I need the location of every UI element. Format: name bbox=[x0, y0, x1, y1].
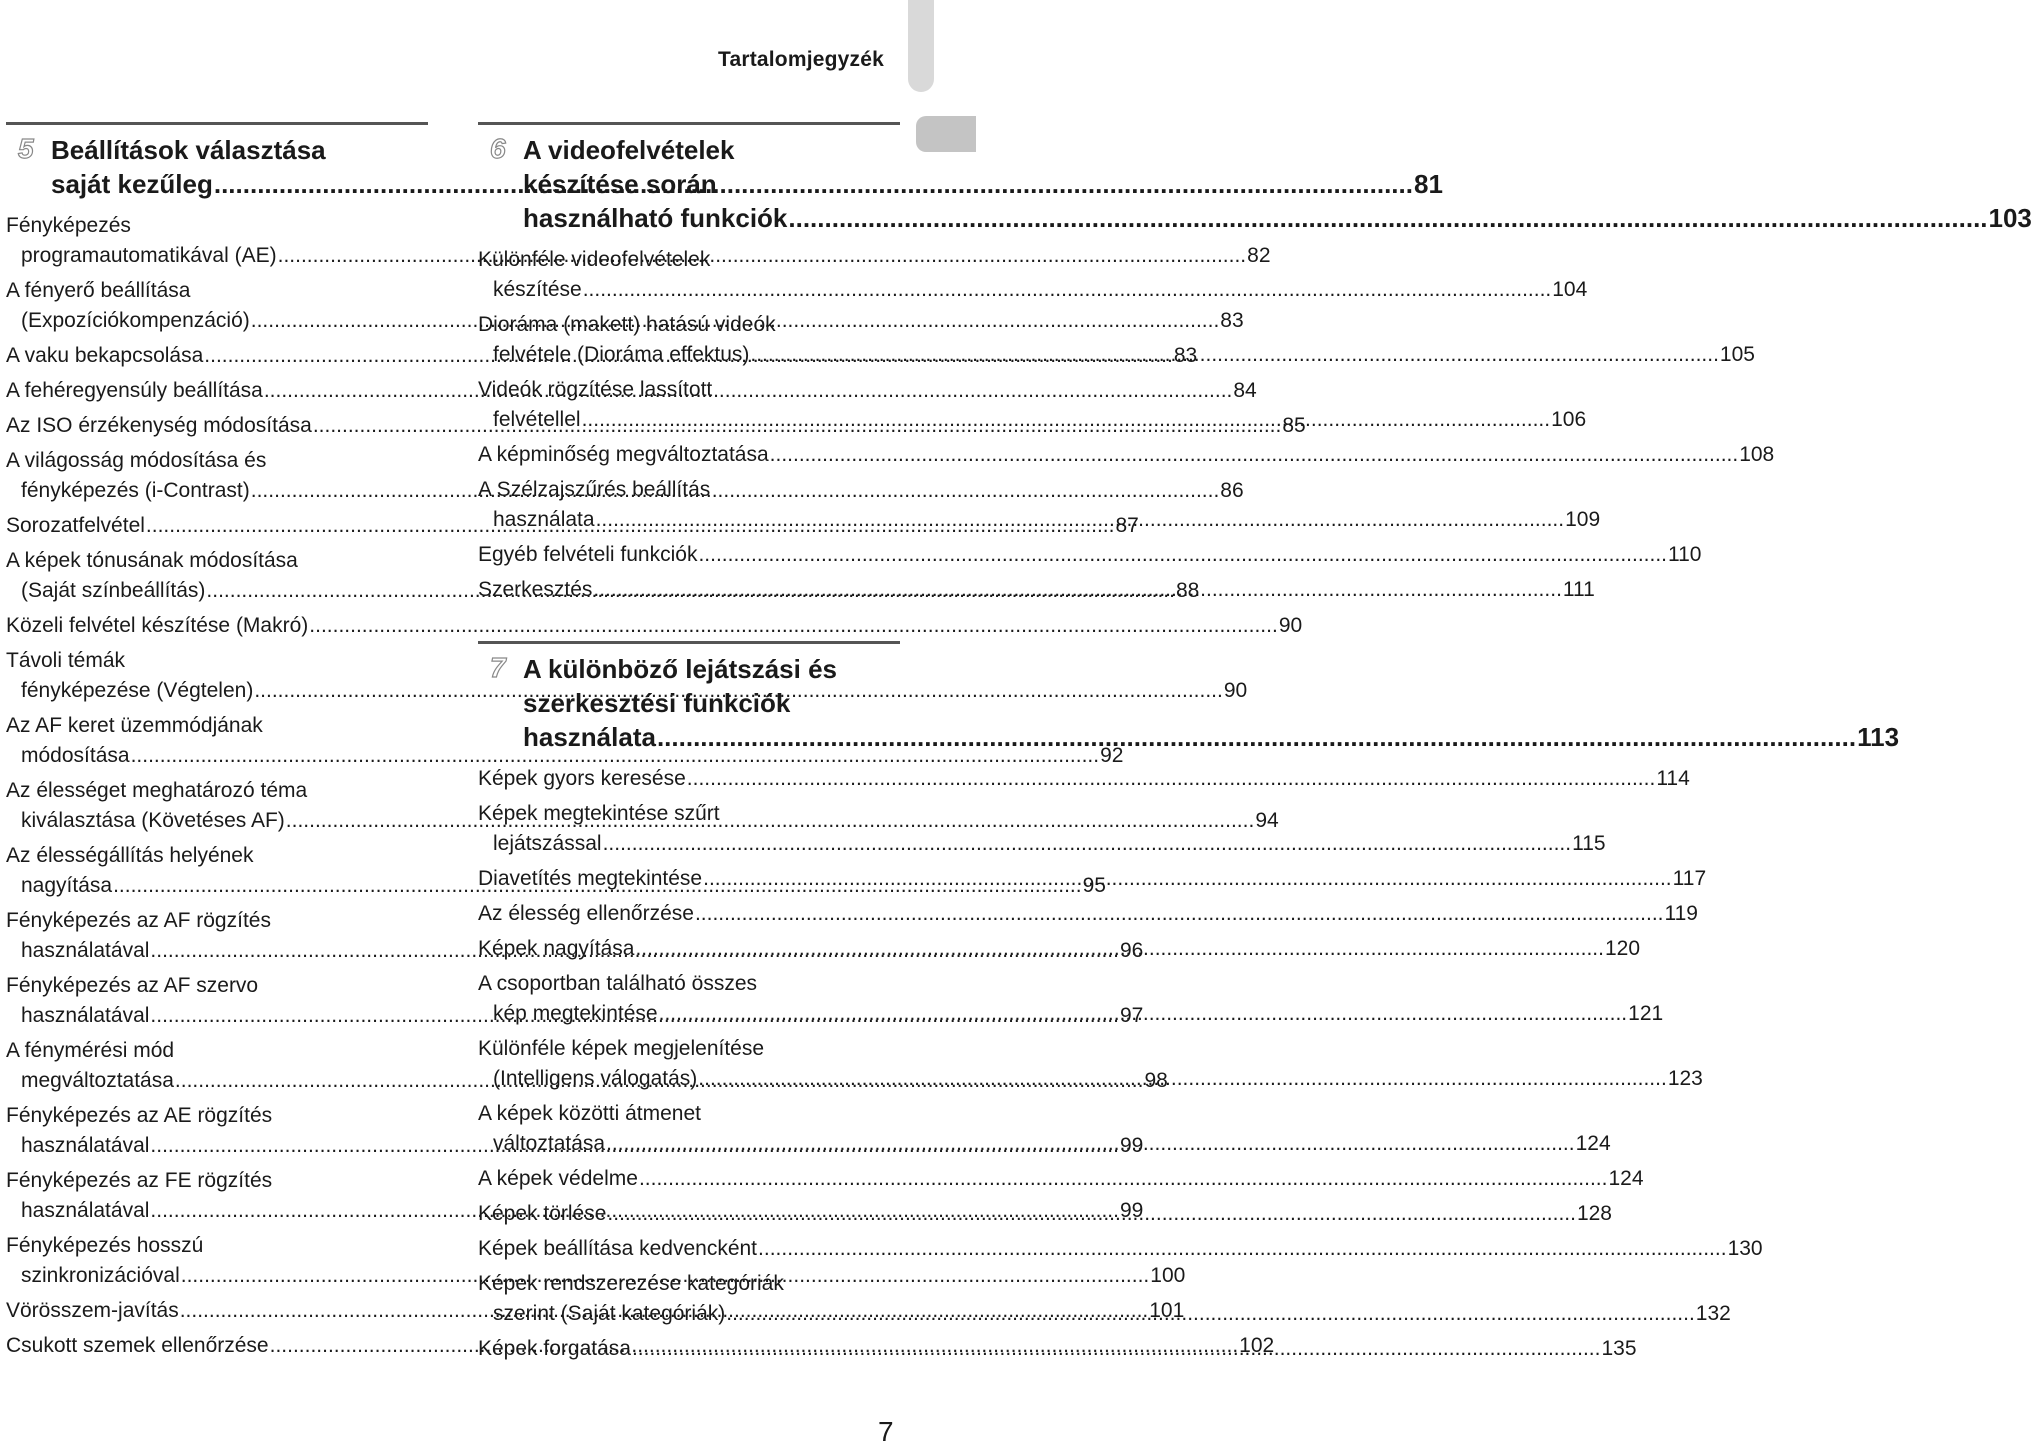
toc-entry-page: 83 bbox=[1220, 309, 1244, 332]
toc-entry-line: Dioráma (makett) hatású videók bbox=[478, 313, 776, 336]
toc-entry-text: Képek forgatása bbox=[478, 1337, 631, 1360]
dot-leader bbox=[695, 899, 1664, 929]
toc-entry-page: 102 bbox=[1239, 1334, 1275, 1357]
dot-leader bbox=[632, 1334, 1601, 1364]
toc-entry-text: Diavetítés megtekintése bbox=[478, 867, 703, 890]
toc-entry-page: 83 bbox=[1173, 344, 1198, 367]
toc-entry-text: kiválasztása (Követéses AF) bbox=[21, 809, 285, 832]
toc-entry bbox=[478, 1234, 1763, 1264]
toc-entry-text: Csukott szemek ellenőrzése bbox=[6, 1334, 269, 1357]
toc-entry bbox=[478, 899, 1698, 929]
toc-entry-line: Az AF keret üzemmódjának bbox=[6, 714, 263, 737]
dot-leader bbox=[596, 505, 1565, 535]
dot-leader bbox=[726, 1299, 1695, 1329]
toc-entry-text: szerint (Saját kategóriák) bbox=[493, 1302, 726, 1325]
toc-entry-page: 135 bbox=[1601, 1337, 1637, 1360]
toc-entry-last-line bbox=[478, 275, 1588, 305]
toc-entry-line: Az élességet meghatározó téma bbox=[6, 779, 308, 802]
toc-entry-page: 90 bbox=[1278, 614, 1303, 637]
toc-entry-last-line bbox=[478, 1164, 1644, 1194]
section-title-line: Beállítások választása bbox=[51, 135, 326, 165]
toc-entry-line: Távoli témák bbox=[6, 649, 126, 672]
section-title-last-line bbox=[523, 720, 1899, 754]
toc-entry-line: A világosság módosítása és bbox=[6, 449, 267, 472]
toc-entry-page: 110 bbox=[1668, 543, 1702, 566]
dot-leader bbox=[603, 829, 1572, 859]
toc-entry-text: használatával bbox=[21, 1004, 150, 1027]
section-number: 6 bbox=[490, 133, 506, 164]
toc-entry-text: használata bbox=[493, 508, 595, 531]
toc-entry-text: nagyítása bbox=[21, 874, 113, 897]
dot-leader bbox=[593, 575, 1562, 605]
section-title-page: 81 bbox=[1413, 169, 1443, 199]
toc-entry-page: 92 bbox=[1100, 744, 1124, 767]
section-title-page: 103 bbox=[1988, 203, 2032, 233]
toc-entry-line: A képek közötti átmenet bbox=[478, 1102, 701, 1125]
toc-entry-page: 108 bbox=[1739, 443, 1775, 466]
toc-entry-line: Fényképezés az AF szervo bbox=[6, 974, 259, 997]
toc-entry-line: A fénymérési mód bbox=[6, 1039, 175, 1062]
toc-entry-text: Az ISO érzékenység módosítása bbox=[6, 414, 312, 437]
toc-entry-last-line bbox=[478, 829, 1606, 859]
dot-leader bbox=[582, 405, 1551, 435]
dot-leader bbox=[657, 720, 1856, 754]
toc-entry-page: 98 bbox=[1144, 1069, 1168, 1092]
toc-entry-page: 117 bbox=[1672, 867, 1707, 890]
toc-entry-page: 86 bbox=[1220, 479, 1244, 502]
dot-leader bbox=[703, 864, 1672, 894]
toc-entry-page: 90 bbox=[1223, 679, 1248, 702]
toc-entry-page: 124 bbox=[1575, 1132, 1611, 1155]
toc-entry-line: Képek megtekintése szűrt bbox=[478, 802, 720, 825]
toc-entry-page: 100 bbox=[1150, 1264, 1186, 1287]
toc-entry-text: (Expozíciókompenzáció) bbox=[21, 309, 250, 332]
dot-leader bbox=[750, 340, 1719, 370]
toc-entry bbox=[478, 540, 1702, 570]
section-title-text: saját kezűleg bbox=[51, 169, 213, 199]
toc-entry-page: 120 bbox=[1604, 937, 1641, 960]
toc-entry-text: felvétellel bbox=[493, 408, 581, 431]
toc-entry-last-line bbox=[6, 741, 1124, 771]
toc-entry-line: Az élességállítás helyének bbox=[6, 844, 254, 867]
toc-entry-text: Egyéb felvételi funkciók bbox=[478, 543, 698, 566]
toc-entry-page: 87 bbox=[1115, 514, 1139, 537]
toc-entry bbox=[478, 764, 1690, 794]
toc-entry-page: 82 bbox=[1247, 244, 1271, 267]
toc-entry-line: Videók rögzítése lassított bbox=[478, 378, 713, 401]
toc-entry-line: A fényerő beállítása bbox=[6, 279, 191, 302]
dot-leader bbox=[698, 1064, 1667, 1094]
dot-leader bbox=[698, 540, 1667, 570]
toc-entry-line: A csoportban található összes bbox=[478, 972, 758, 995]
toc-entry-text: megváltoztatása bbox=[21, 1069, 174, 1092]
toc-entry-page: 124 bbox=[1608, 1167, 1644, 1190]
toc-entry-line: Különféle videofelvételek bbox=[478, 248, 711, 271]
dot-leader bbox=[639, 1164, 1608, 1194]
toc-entry-text: felvétele (Dioráma effektus) bbox=[493, 343, 750, 366]
section-title-line: A videofelvételek bbox=[523, 135, 735, 165]
toc-entry-line: Képek rendszerezése kategóriák bbox=[478, 1272, 784, 1295]
dot-leader bbox=[607, 1199, 1576, 1229]
toc-entry-page: 99 bbox=[1119, 1199, 1144, 1222]
toc-entry-last-line bbox=[478, 899, 1698, 929]
toc-entry bbox=[6, 611, 1303, 641]
toc-entry-text: használatával bbox=[21, 1134, 150, 1157]
toc-entry-line: Fényképezés az AF rögzítés bbox=[6, 909, 271, 932]
toc-entry-text: kép megtekintése bbox=[493, 1002, 658, 1025]
toc-entry bbox=[478, 440, 1775, 470]
toc-entry-page: 101 bbox=[1149, 1299, 1185, 1322]
toc-entry-page: 111 bbox=[1562, 578, 1595, 601]
toc-entry-line: A képek tónusának módosítása bbox=[6, 549, 298, 572]
dot-leader bbox=[583, 275, 1552, 305]
toc-entry-page: 132 bbox=[1695, 1302, 1731, 1325]
dot-leader bbox=[770, 440, 1739, 470]
toc-entry bbox=[478, 1164, 1644, 1194]
toc-entry-text: módosítása bbox=[21, 744, 130, 767]
toc-entry-last-line bbox=[478, 764, 1690, 794]
dot-leader bbox=[758, 1234, 1727, 1264]
toc-entry-text: Képek nagyítása bbox=[478, 937, 635, 960]
toc-entry-text: változtatása bbox=[493, 1132, 606, 1155]
section-title-text: használható funkciók bbox=[523, 203, 788, 233]
section-title-page: 113 bbox=[1857, 722, 1900, 752]
toc-entry-line: Fényképezés hosszú bbox=[6, 1234, 204, 1257]
section-number: 7 bbox=[490, 652, 506, 683]
toc-entry-page: 119 bbox=[1664, 902, 1698, 925]
toc-entry-last-line bbox=[478, 1234, 1763, 1264]
toc-entry-page: 85 bbox=[1282, 414, 1306, 437]
dot-leader bbox=[606, 1129, 1575, 1159]
toc-entry-page: 115 bbox=[1572, 832, 1606, 855]
page-number: 7 bbox=[878, 1416, 894, 1447]
toc-entry-page: 95 bbox=[1082, 874, 1106, 897]
toc-entry-text: lejátszással bbox=[493, 832, 602, 855]
toc-entry-page: 104 bbox=[1552, 278, 1588, 301]
toc-entry-page: 99 bbox=[1119, 1134, 1144, 1157]
toc-entry-line: Fényképezés bbox=[6, 214, 131, 237]
toc-entry-page: 106 bbox=[1551, 408, 1587, 431]
toc-entry-text: használatával bbox=[21, 1199, 150, 1222]
toc-entry-page: 96 bbox=[1119, 939, 1144, 962]
toc-entry-page: 88 bbox=[1175, 579, 1200, 602]
dot-leader bbox=[788, 201, 1987, 235]
toc-entry-last-line bbox=[6, 611, 1303, 641]
toc-entry-text: Képek beállítása kedvencként bbox=[478, 1237, 758, 1260]
toc-entry-text: programautomatikával (AE) bbox=[21, 244, 277, 267]
toc-entry-line: Különféle képek megjelenítése bbox=[478, 1037, 765, 1060]
toc-entry-page: 130 bbox=[1727, 1237, 1763, 1260]
toc-entry-line: A Szélzajszűrés beállítás bbox=[478, 478, 711, 501]
toc-entry-last-line bbox=[478, 540, 1702, 570]
section-title bbox=[523, 652, 1899, 754]
section-title-line: A különböző lejátszási és bbox=[523, 654, 838, 684]
dot-leader bbox=[635, 934, 1604, 964]
toc-entry-text: készítése bbox=[493, 278, 582, 301]
toc-entry-text: (Intelligens válogatás) bbox=[493, 1067, 698, 1090]
toc-entry-text: Sorozatfelvétel bbox=[6, 514, 145, 537]
section-title-text: használata bbox=[523, 722, 656, 752]
running-header: Tartalomjegyzék bbox=[717, 48, 884, 71]
toc-entry-text: használatával bbox=[21, 939, 150, 962]
toc-entry-line: Fényképezés az AE rögzítés bbox=[6, 1104, 273, 1127]
toc-entry-page: 121 bbox=[1628, 1002, 1664, 1025]
toc-entry-text: Képek törlése bbox=[478, 1202, 607, 1225]
toc-entry-text: A fehéregyensúly beállítása bbox=[6, 379, 263, 402]
toc-entry-page: 105 bbox=[1719, 343, 1755, 366]
toc-entry-text: Vörösszem-javítás bbox=[6, 1299, 179, 1322]
toc-entry-page: 109 bbox=[1565, 508, 1601, 531]
toc-entry-page: 123 bbox=[1667, 1067, 1703, 1090]
toc-entry-text: (Saját színbeállítás) bbox=[21, 579, 206, 602]
toc-entry-page: 128 bbox=[1576, 1202, 1612, 1225]
toc-entry-text: A képminőség megváltoztatása bbox=[478, 443, 769, 466]
toc-entry-text: szinkronizációval bbox=[21, 1264, 180, 1287]
toc-entry-text: Az élesség ellenőrzése bbox=[478, 902, 694, 925]
toc-entry-page: 97 bbox=[1119, 1004, 1144, 1027]
toc-entry-last-line bbox=[478, 440, 1775, 470]
dot-leader bbox=[659, 999, 1628, 1029]
section-title-last-line bbox=[523, 201, 2032, 235]
toc-entry-text: fényképezés (i-Contrast) bbox=[21, 479, 250, 502]
chapter-tab-top bbox=[908, 0, 934, 92]
toc-entry-text: Képek gyors keresése bbox=[478, 767, 686, 790]
toc-entry-text: Szerkesztés bbox=[478, 578, 593, 601]
section-title-line: szerkesztési funkciók bbox=[523, 688, 791, 718]
toc-entry-text: A vaku bekapcsolása bbox=[6, 344, 204, 367]
toc-entry-page: 114 bbox=[1656, 767, 1690, 790]
section-number: 5 bbox=[18, 133, 34, 164]
toc-entry-page: 94 bbox=[1255, 809, 1279, 832]
toc-entry-line: Fényképezés az FE rögzítés bbox=[6, 1169, 273, 1192]
section-title-line: készítése során bbox=[523, 169, 717, 199]
dot-leader bbox=[687, 764, 1656, 794]
toc-entry-text: A képek védelme bbox=[478, 1167, 638, 1190]
section-title bbox=[523, 133, 2032, 235]
toc-entry-text: Közeli felvétel készítése (Makró) bbox=[6, 614, 309, 637]
toc-entry-text: fényképezése (Végtelen) bbox=[21, 679, 254, 702]
toc-entry-page: 84 bbox=[1233, 379, 1257, 402]
